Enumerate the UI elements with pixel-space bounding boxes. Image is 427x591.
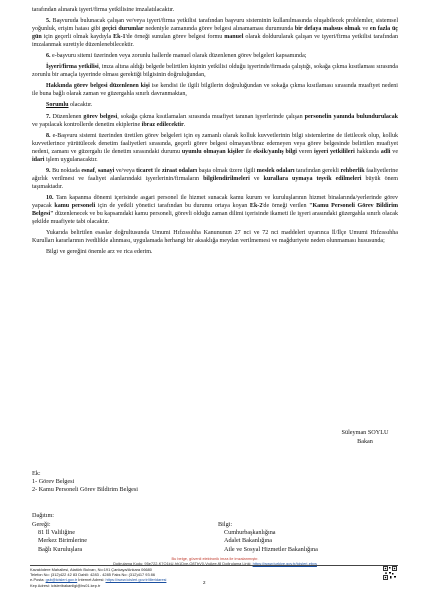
paragraph (32, 248, 398, 256)
paragraph (32, 63, 398, 79)
text-run: 6. (46, 53, 51, 60)
action-item: Bağlı Kuruluşlara (38, 545, 83, 553)
text-run: Ek-2 (249, 202, 263, 209)
web-label: İnternet Adresi: (78, 577, 105, 583)
text-run: sanayi (97, 167, 115, 174)
text-run: bir defaya mahsus olmak (294, 26, 361, 33)
text-run: . (183, 121, 186, 128)
page-number: 2 (203, 580, 206, 585)
text-run: 9. (46, 167, 51, 174)
text-run: faaliyetlerine ağırlık verilmesi ve faaliyet alanlarındaki işyerlerinin/firmaların (32, 167, 399, 182)
text-run: için geçerli olmak kaydıyla (41, 34, 114, 41)
attachments-list (32, 470, 138, 494)
paragraph (32, 229, 398, 245)
text-run: veren (296, 148, 315, 155)
text-run: e-başvuru sitemi üzerinden veya zorunlu hallerde manuel olarak düzenlenen görev belgeleri kapsamında; (50, 53, 307, 60)
text-run: ise kendisi ile ilgili bilgilerin doğruluğundan ve sokağa çıkma kısıtlaması sırasında muafiyet nedeni ile buna bağlı olarak zaman ve güzergahla sınırlı davranmaktan, (32, 83, 398, 98)
text-run: Ek-1 (113, 34, 126, 41)
paragraph (32, 52, 398, 60)
info-label: Bilgi: (218, 521, 233, 528)
text-run: 'de örneği verilen (262, 202, 310, 209)
text-run: Düzenlenen (50, 113, 84, 120)
paragraph (32, 132, 398, 164)
text-run: ve (390, 148, 399, 155)
text-run: Hakkında görev belgesi düzenlenen kişi (46, 83, 150, 90)
paragraph (32, 17, 398, 49)
text-run: işyeri yetkilileri (314, 148, 355, 155)
web-link[interactable]: https://www.icisleri.gov.tr/illeridaresi (105, 577, 167, 583)
info-item: Adalet Bakanlığına (224, 537, 272, 545)
text-run: tarafından gerekli (294, 167, 341, 174)
letter-body (32, 6, 398, 259)
text-run: işlem uygulanacaktır. (44, 156, 98, 163)
text-run: Yukarıda belirtilen esaslar doğrultusunda Umumi Hıfzıssıhha Kanununun 27 nci ve 72 nci maddeleri uyarınca İl/İlçe Umumi Hıfzıssıhha Kurulları kararlarının ivedilikle alınması, uygulamada herhangi bir aksaklığa meydan verilmemesi ve mağduriyete neden olunmaması hususunda; (32, 230, 398, 245)
text-run: ve (360, 26, 370, 33)
text-run: için de yetkili yönetici tarafından bu durumu ortaya koyan (95, 202, 250, 209)
text-run: görev belgesi (83, 113, 118, 120)
qr-code-icon (383, 566, 397, 580)
text-run: manuel (224, 34, 244, 41)
text-run: bilgilendirilmeleri (203, 175, 250, 182)
text-run: rehberlik (340, 167, 365, 174)
text-run: nedeniyle zamanında görev belgesi alınamaması durumunda (143, 26, 295, 33)
text-run: Tam kapanma dönemi içerisinde asgari personel ile hizmet sunacak kamu kurum ve kuruluşlarının hizmet binalarında/yerlerinde görev yapacak (32, 194, 398, 209)
text-run: meslek odaları (256, 167, 295, 174)
text-run: en fazla üç gün (32, 26, 398, 41)
text-run: 8. (46, 132, 51, 139)
text-run: 7. (46, 113, 51, 120)
text-run: geçici durumlar (102, 26, 144, 33)
text-run: personelin yanında bulundurulacak (304, 113, 398, 120)
distribution-label: Dağıtım: (32, 512, 54, 519)
paragraph (32, 101, 398, 109)
signature-block (330, 428, 400, 446)
text-run: kamu personeli (54, 202, 96, 209)
kep-address: Kep Adresi: icisleribakanligi@hs01.kep.tr (30, 582, 101, 588)
text-run: , sokağa çıkma kısıtlamaları sırasında muafiyet tanınan işyerlerinde çalışan (117, 113, 305, 120)
text-run: başta olmak üzere ilgili (197, 167, 257, 174)
text-run: esnaf (81, 167, 95, 174)
text-run: olarak doldurularak çalışan ve işyeri/firma yetkilisi tarafından imzalanmak suretiyle düzenlenebilecektir. (32, 34, 398, 49)
text-run: Bilgi ve gereğini önemle arz ve rica ederim. (46, 249, 153, 256)
text-run: , (94, 167, 98, 174)
text-run: uyumlu olmayan kişiler (181, 148, 244, 155)
verification-code: Doğrulama Kodu: 95e722-K7Q1kU-hh1Dye-Q8TbV0-VoAee-f8 Doğrulama Linki: (113, 561, 252, 566)
paragraph (32, 82, 398, 98)
paragraph (32, 113, 398, 129)
distribution-info-list (218, 521, 318, 554)
info-item: Cumhurbaşkanlığına (224, 529, 276, 537)
paragraph (32, 6, 398, 14)
email-link[interactable]: gsb@icisleri.gov.tr (45, 577, 78, 583)
signatory-title: Bakan (357, 438, 373, 445)
text-run: kurallara uymaya teşvik edilmeleri (263, 175, 362, 182)
text-run: "Kamu Personeli Görev Bildirim Belgesi" (32, 202, 398, 218)
paragraph (32, 167, 398, 191)
text-run: ziraat odaları (161, 167, 198, 174)
text-run: ve/veya (114, 167, 137, 174)
signatory-name: Süleyman SOYLU (341, 429, 389, 436)
text-run: , imza altına aldığı belgede belirtilen kişinin yetkilisi olduğu işyerinde/firmada çalıştığı, sokağa çıkma kısıtlaması sırasında zorunlu bir amaçla işyerinde olması gerektiği bilgisinin doğruluğundan, (32, 64, 398, 79)
text-run: İşyeri/firma yetkilisi (46, 64, 99, 71)
text-run: 10. (46, 194, 54, 201)
phone-fax: Telefon No: (312)422 42 83 Dahili: 4283 - 4285 Faks No: (312)417 93 86 (30, 572, 156, 578)
text-run: ve (249, 175, 264, 182)
text-run: idari (32, 156, 45, 163)
action-item: Merkez Birimlerine (38, 537, 87, 545)
email-web-line (30, 577, 166, 582)
text-run: Bu noktada (50, 167, 82, 174)
text-run: düzenlenecek ve bu kapsamdaki kamu personeli, görevli olduğu zaman dilimi içerisinde ikameti ile işyeri arasındaki güzergahla sınırlı olacak şekilde muafiyete tabi olacaktır. (32, 211, 398, 226)
contact-info (30, 567, 166, 588)
text-run: ile (152, 167, 162, 174)
esign-note: Bu belge, güvenli elektronik imza ile imzalanmıştır. (171, 556, 259, 561)
action-item: 81 İl Valiliğine (38, 529, 76, 537)
text-run: adli (380, 148, 391, 155)
action-label: Gereği: (32, 521, 51, 528)
attachment-item: 1- Görev Belgesi (32, 478, 75, 485)
text-run: ve yapılacak kontrollerde denetim ekiplerine (32, 121, 142, 128)
address: Kavaklıdere Mahallesi, Atatürk Bulvarı, No:191 Çankaya/Ankara 06680 (30, 567, 152, 572)
text-run: eksik/yanlış bilgi (253, 148, 297, 155)
text-run: olacaktır. (68, 102, 93, 109)
text-run: Sorumlu (46, 102, 69, 109)
text-run: büyük önem taşımaktadır. (32, 175, 398, 190)
text-run: 5. (46, 18, 51, 25)
text-run: 'de örneği sunulan görev belgesi formu (125, 34, 225, 41)
text-run: ibraz edilecektir (141, 121, 184, 128)
email-label: e-Posta: (30, 577, 45, 583)
text-run: Başvuruda bulunacak çalışan ve/veya işyeri/firma yetkilisi tarafından başvuru sisteminin kullanılmasında oluşabilecek problemler, sistemsel yoğunluk, erişim hatası gibi (32, 18, 398, 33)
text-run: tarafından alınarak işyeri/firma yetkilisine imzalatılacaktır. (32, 7, 175, 13)
attachment-item: 2- Kamu Personeli Görev Bildirim Belgesi (32, 486, 139, 493)
text-run: hakkında (354, 148, 381, 155)
text-run: ile (243, 148, 254, 155)
text-run: ticaret (136, 167, 153, 174)
text-run: e-Başvuru sistemi üzerinden üretilen görev belgeleri için eş zamanlı olarak kolluk kuvvetlerinin bilgi sistemlerine de iletilecek olup, kolluk kuvvetlerince yürütülecek denetim faaliyetleri sırasında, geçerli görev belgesi olmayan/ibraz edemeyen veya görev belgesinde belirtilen muafiyet nedeni, zamanı ve güzergahı ile denetim sırasındaki durumu (32, 132, 398, 155)
footer-divider (30, 565, 398, 566)
info-item: Aile ve Sosyal Hizmetler Bakanlığına (224, 545, 318, 553)
attachments-label: Ek: (32, 470, 41, 477)
paragraph (32, 194, 398, 226)
verification-link[interactable]: https://www.turkiye.gov.tr/icisleri-ebys (252, 561, 317, 566)
distribution-action-list (32, 521, 87, 554)
